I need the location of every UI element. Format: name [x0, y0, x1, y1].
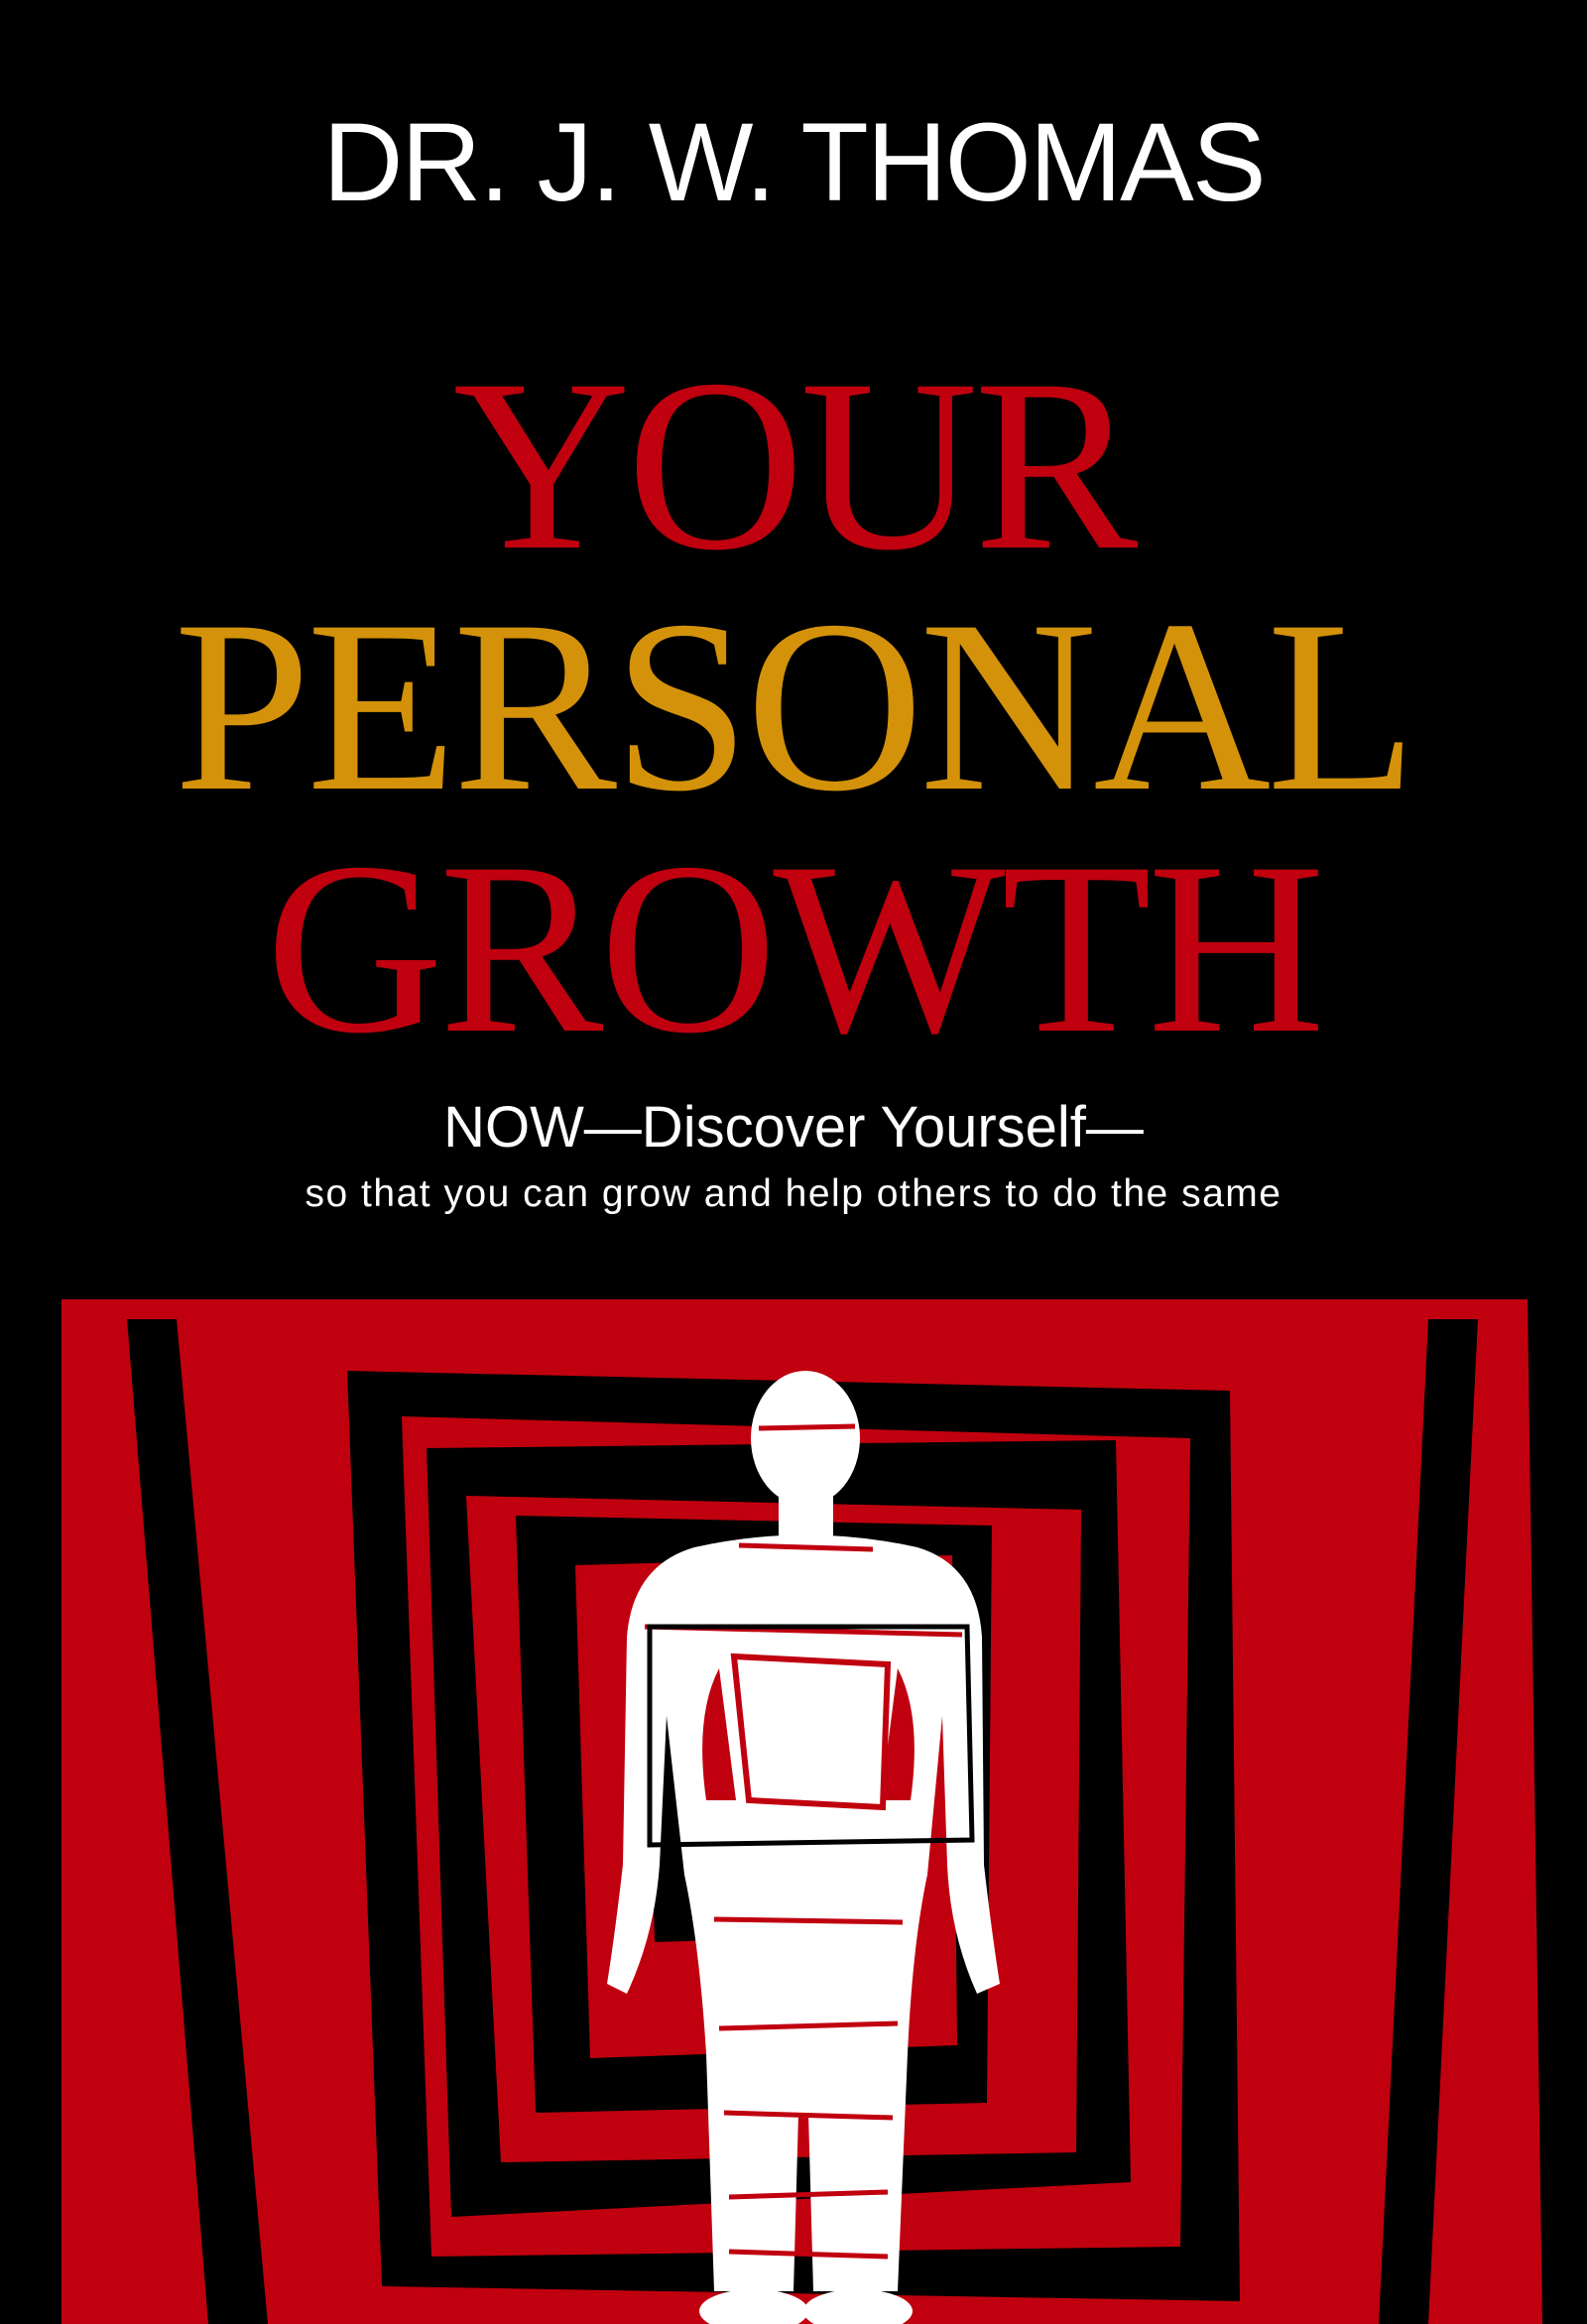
title-line-1: YOUR	[452, 328, 1135, 601]
left-edge-stripe	[0, 1299, 61, 2324]
cover-illustration	[0, 1299, 1587, 2324]
title-line-2: PERSONAL	[174, 569, 1413, 842]
figure-head	[751, 1371, 860, 1506]
title-line-3: GROWTH	[265, 811, 1322, 1084]
subtitle-line-1: NOW—Discover Yourself—	[443, 1095, 1144, 1160]
author-name: DR. J. W. THOMAS	[322, 100, 1265, 224]
subtitle-line-2: so that you can grow and help others to do the same	[305, 1172, 1282, 1215]
